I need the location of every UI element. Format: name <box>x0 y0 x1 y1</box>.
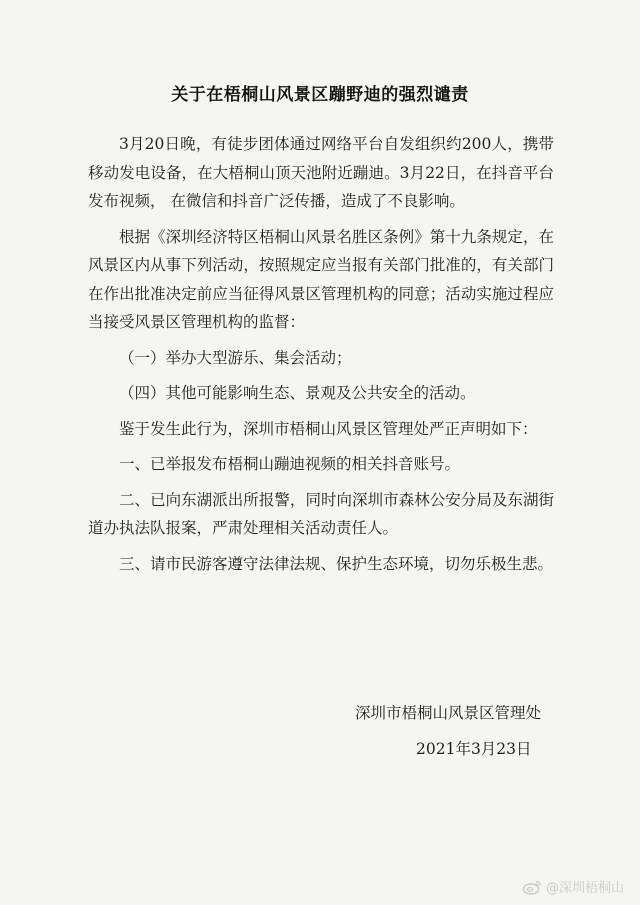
paragraph-statement-two: 二、已向东湖派出所报警，同时向深圳市森林公安分局及东湖街道办执法队报案，严肃处理相关活动责任人。 <box>88 490 554 537</box>
paragraph-incident: 3月20日晚，有徒步团体通过网络平台自发组织约200人，携带移动发电设备，在大梧桐山顶天池附近蹦迪。3月22日，在抖音平台发布视频， 在微信和抖音广泛传播，造成了不良影响。 <box>88 135 554 210</box>
paragraph-item-four: （四）其他可能影响生态、景观及公共安全的活动。 <box>119 384 476 402</box>
paragraph-item-one: （一）举办大型游乐、集会活动； <box>119 348 352 367</box>
paragraph-statement-one: 一、已举报发布梧桐山蹦迪视频的相关抖音账号。 <box>119 455 461 473</box>
document-title: 关于在梧桐山风景区蹦野迪的强烈谴责 <box>171 85 469 105</box>
paragraph-regulation: 根据《深圳经济特区梧桐山风景名胜区条例》第十九条规定，在风景区内从事下列活动，按照规定应当报有关部门批准的，有关部门在作出批准决定前应当征得风景区管理机构的同意；活动实施过程应当接受风景区管理机构的监督： <box>88 227 554 331</box>
issue-date: 2021年3月23日 <box>416 740 532 758</box>
weibo-watermark <box>522 877 624 896</box>
issuer-signature: 深圳市梧桐山风景区管理处 <box>355 704 542 722</box>
paragraph-statement-three: 三、请市民游客遵守法律法规、保护生态环境，切勿乐极生悲。 <box>119 554 554 573</box>
weibo-icon <box>522 879 542 895</box>
document-body <box>88 130 554 585</box>
watermark-text: @深圳梧桐山 <box>545 881 624 896</box>
paragraph-statement-intro: 鉴于发生此行为，深圳市梧桐山风景区管理处严正声明如下： <box>119 419 538 438</box>
